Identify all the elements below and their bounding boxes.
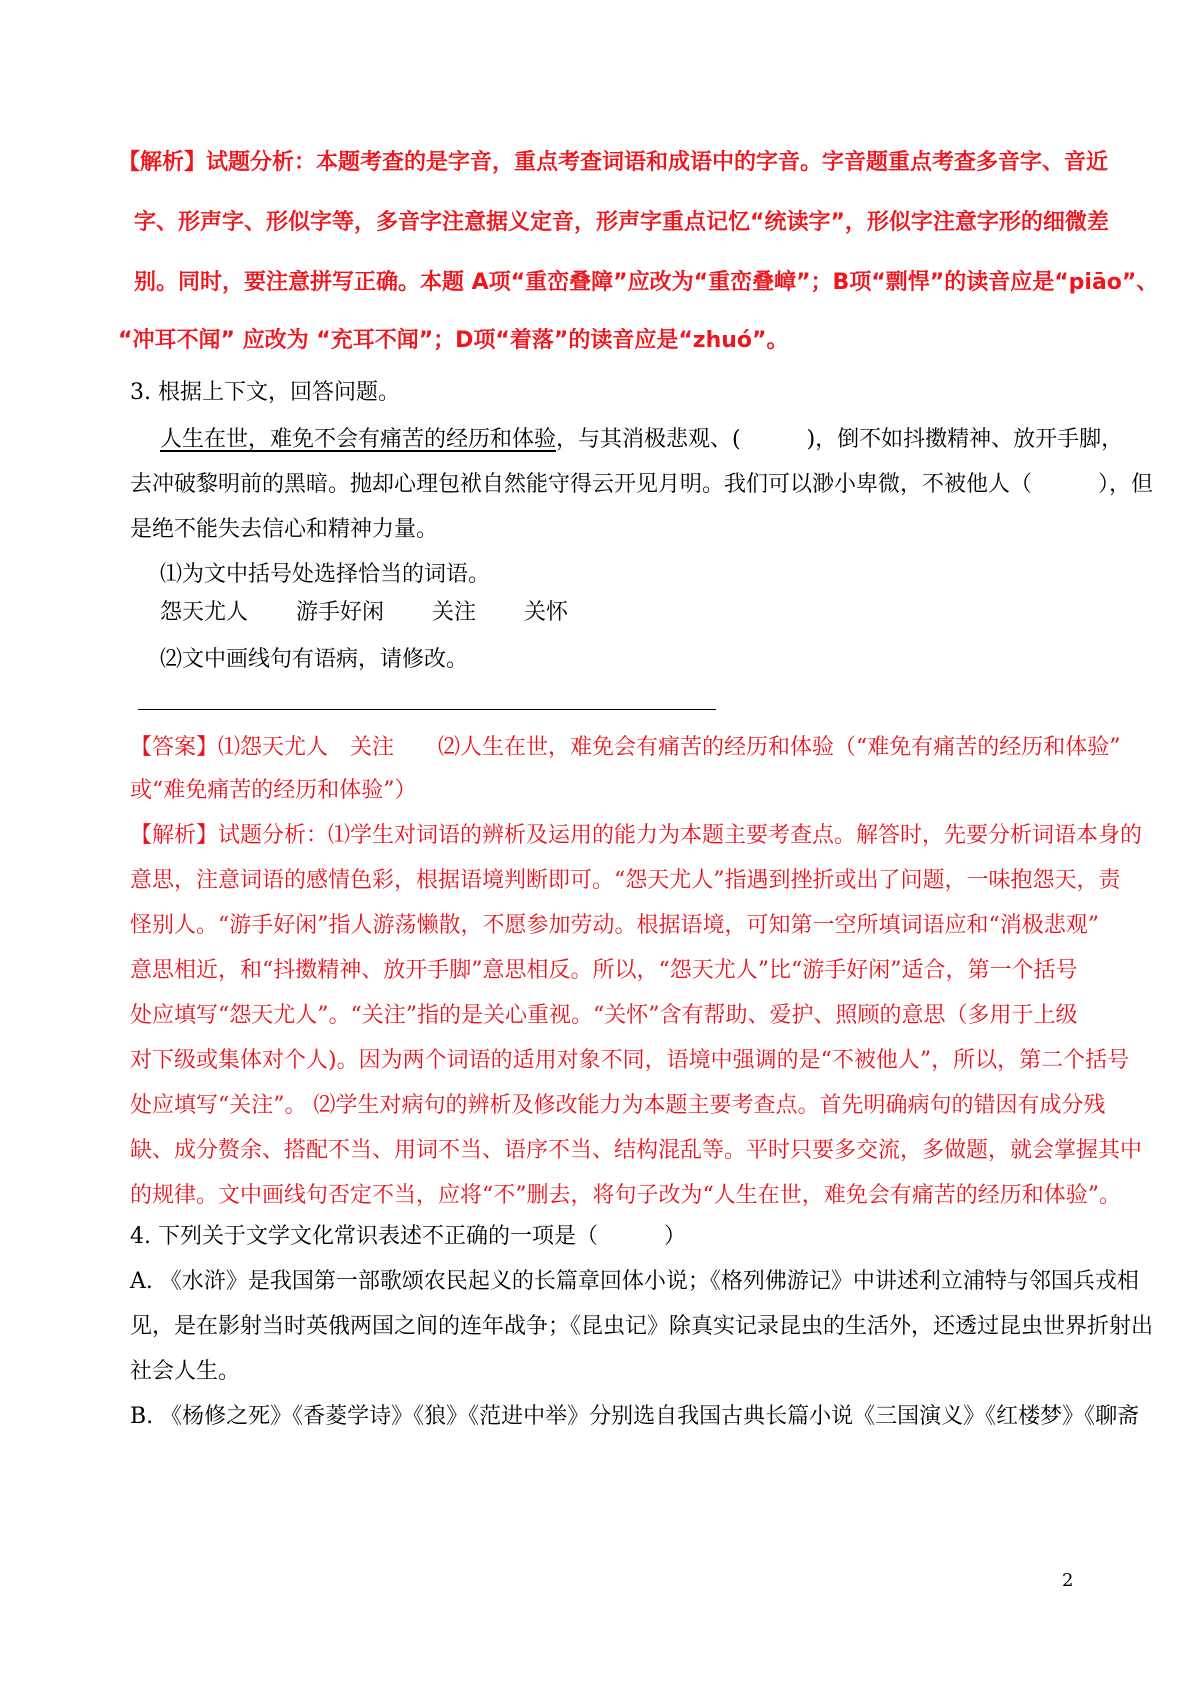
q3-options: [160, 598, 568, 628]
q3-sub-question-1: ⑴为文中括号处选择恰当的词语。: [160, 562, 491, 587]
q3-paragraph-line-1-rest: ，与其消极悲观、( )，倒不如抖擞精神、放开手脚，: [556, 427, 1124, 452]
q4-title: 4. 下列关于文学文化常识表述不正确的一项是（ ）: [130, 1224, 686, 1249]
q3-analysis-line-4: 意思相近，和“抖擞精神、放开手脚”意思相反。所以，“怨天尤人”比“游手好闲”适合，第一个括号: [130, 958, 1078, 983]
page-number: 2: [1062, 1570, 1074, 1591]
q3-option-4: 关怀: [524, 600, 569, 625]
q3-analysis-line-8: 缺、成分赘余、搭配不当、用词不当、语序不当、结构混乱等。平时只要多交流，多做题，就会掌握其中: [130, 1138, 1143, 1163]
q3-analysis-line-9: 的规律。文中画线句否定不当，应将“不”删去，将句子改为“人生在世，难免会有痛苦的经历和体验”。: [130, 1183, 1121, 1208]
q3-option-3: 关注: [432, 600, 477, 625]
q3-analysis-line-5: 处应填写“怨天尤人”。“关注”指的是关心重视。“关怀”含有帮助、爱护、照顾的意思（多用于上级: [130, 1003, 1078, 1028]
q3-analysis-line-7: 处应填写“关注”。 ⑵学生对病句的辨析及修改能力为本题主要考查点。首先明确病句的错因有成分残: [130, 1093, 1106, 1118]
answer-blank-line: [138, 709, 716, 710]
q3-paragraph-line-1: [160, 425, 1123, 455]
q3-analysis-line-1: 【解析】试题分析：⑴学生对词语的辨析及运用的能力为本题主要考查点。解答时，先要分析词语本身的: [130, 823, 1143, 848]
q3-analysis-line-6: 对下级或集体对个人)。因为两个词语的适用对象不同，语境中强调的是“不被他人”，所以，第二个括号: [130, 1048, 1130, 1073]
q3-sub-question-2: ⑵文中画线句有语病，请修改。: [160, 647, 469, 672]
q4-option-a-line-1: A. 《水浒》是我国第一部歌颂农民起义的长篇章回体小说；《格列佛游记》中讲述利立浦特与邻国兵戎相: [130, 1269, 1139, 1294]
q4-option-b-line-1: B. 《杨修之死》《香菱学诗》《狼》《范进中举》分别选自我国古典长篇小说《三国演义》《红楼梦》《聊斋: [130, 1404, 1140, 1429]
analysis-image-line-1: 【解析】试题分析：本题考查的是字音，重点考查词语和成语中的字音。字音题重点考查多音字、音近: [118, 150, 1109, 175]
q3-answer-line-1: 【答案】⑴怨天尤人 关注 ⑵人生在世，难免会有痛苦的经历和体验（“难免有痛苦的经历和体验”: [130, 735, 1121, 760]
q4-option-a-line-2: 见，是在影射当时英俄两国之间的连年战争；《昆虫记》除真实记录昆虫的生活外，还透过昆虫世界折射出: [130, 1314, 1154, 1339]
q3-paragraph-line-2: 去冲破黎明前的黑暗。抛却心理包袱自然能守得云开见月明。我们可以渺小卑微，不被他人（ ），但: [130, 472, 1154, 497]
q3-answer-line-2: 或“难免痛苦的经历和体验”）: [130, 778, 417, 803]
q3-analysis-line-2: 意思，注意词语的感情色彩，根据语境判断即可。“怨天尤人”指遇到挫折或出了问题，一味抱怨天，责: [130, 868, 1121, 893]
analysis-image-line-3: 别。同时，要注意拼写正确。本题 A项“重峦叠障”应改为“重峦叠嶂”；B项“剽悍”的读音应是“piāo”、: [134, 270, 1159, 295]
q3-option-2: 游手好闲: [296, 600, 385, 625]
q4-option-a-line-3: 社会人生。: [130, 1359, 241, 1384]
q3-analysis-line-3: 怪别人。“游手好闲”指人游荡懒散，不愿参加劳动。根据语境，可知第一空所填词语应和“消极悲观”: [130, 913, 1099, 938]
q3-option-1: 怨天尤人: [160, 600, 249, 625]
q3-underlined-sentence: 人生在世，难免不会有痛苦的经历和体验: [160, 427, 557, 452]
analysis-image-line-2: 字、形声字、形似字等，多音字注意据义定音，形声字重点记忆“统读字”，形似字注意字形的细微差: [134, 210, 1109, 235]
q3-title: 3. 根据上下文，回答问题。: [130, 380, 400, 405]
q3-paragraph-line-3: 是绝不能失去信心和精神力量。: [130, 517, 439, 542]
analysis-image-line-4: “冲耳不闻” 应改为 “充耳不闻”；D项“着落”的读音应是“zhuó”。: [118, 328, 789, 353]
